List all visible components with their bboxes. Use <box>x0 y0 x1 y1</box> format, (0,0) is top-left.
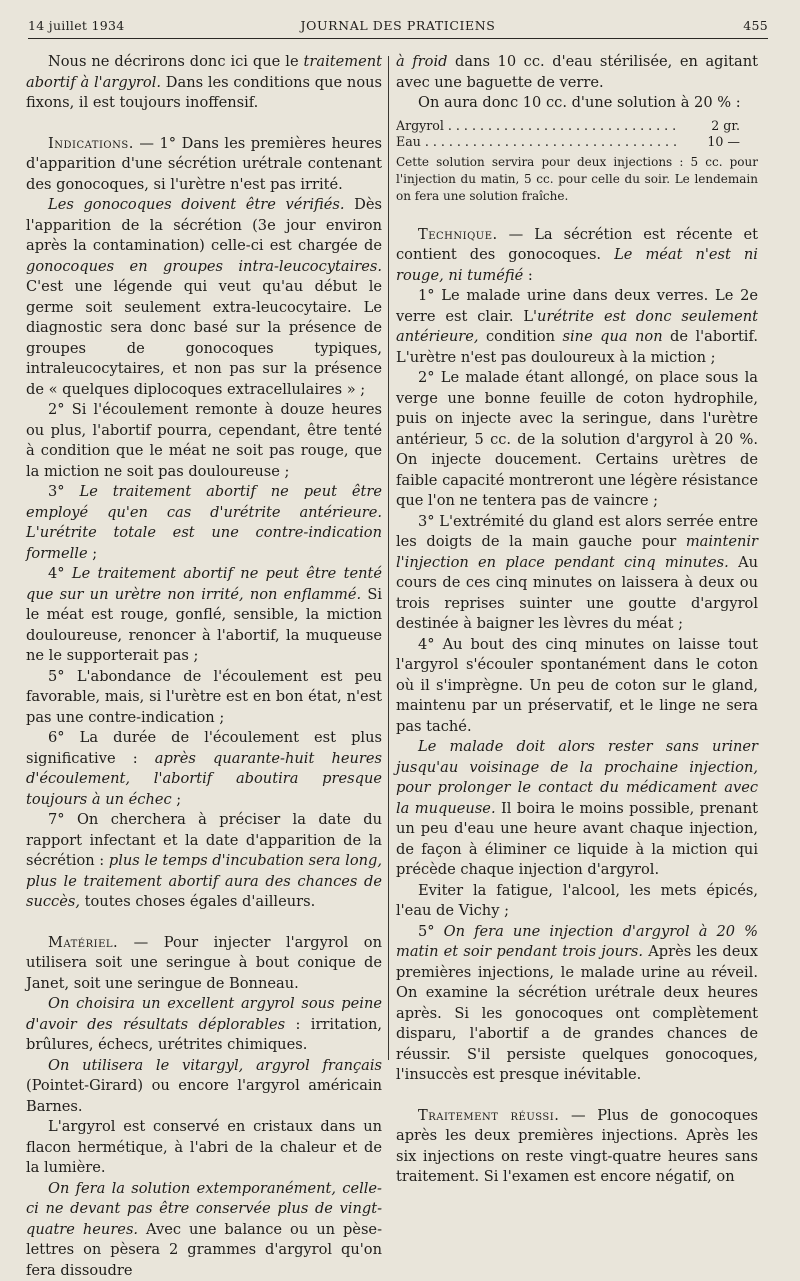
header-journal-title: JOURNAL DES PRATICIENS <box>28 18 768 33</box>
materiel-argyrol-choice: On choisira un excellent argyrol sous peine d'avoir des résultats déplorables : irritation, brûlures, échecs, urétrites chimiques. <box>26 994 382 1056</box>
right-column <box>396 52 758 1188</box>
solution-summary: On aura donc 10 cc. d'une solution à 20 % : <box>396 93 758 114</box>
intro-paragraph: Nous ne décrirons donc ici que le traitement abortif à l'argyrol. Dans les conditions que nous fixons, il est toujours inoffensif. <box>26 52 382 114</box>
indications-heading: Indications. <box>48 135 134 152</box>
materiel-paragraph: Matériel. — Pour injecter l'argyrol on utilisera soit une seringue à bout conique de Janet, soit une seringue de Bonneau. <box>26 933 382 995</box>
header-date: 14 juillet 1934 <box>28 18 125 33</box>
column-divider <box>388 56 389 1060</box>
materiel-vitargyl: On utilisera le vitargyl, argyrol français (Pointet-Girard) ou encore l'argyrol américain Barnes. <box>26 1056 382 1118</box>
header-rule <box>28 38 768 39</box>
left-column <box>26 52 382 1281</box>
indication-5: 5° L'abondance de l'écoulement est peu favorable, mais, si l'urètre est en bon état, n'est pas une contre-indication ; <box>26 667 382 729</box>
technique-retention: Le malade doit alors rester sans uriner jusqu'au voisinage de la prochaine injection, pour prolonger le contact du médicament avec la muqueuse. Il boira le moins possible, prenant un peu d'eau une heure avant chaque injection, de façon à éliminer ce liquide à la miction qui précède chaque injection d'argyrol. <box>396 737 758 881</box>
formula-block <box>396 118 758 150</box>
indication-2: 2° Si l'écoulement remonte à douze heures ou plus, l'abortif pourra, cependant, être tenté à condition que le méat ne soit pas rouge, que la miction ne soit pas douloureuse ; <box>26 400 382 482</box>
technique-avoid: Eviter la fatigue, l'alcool, les mets épicés, l'eau de Vichy ; <box>396 881 758 922</box>
formula-note: Cette solution servira pour deux injections : 5 cc. pour l'injection du matin, 5 cc. pour celle du soir. Le lendemain on fera une solution fraîche. <box>396 154 758 205</box>
indication-7: 7° On cherchera à préciser la date du rapport infectant et la date d'apparition de la sécrétion : plus le temps d'incubation sera long, plus le traitement abortif aura des chances de succès, toutes choses égales d'ailleurs. <box>26 810 382 913</box>
materiel-storage: L'argyrol est conservé en cristaux dans un flacon hermétique, à l'abri de la chaleur et de la lumière. <box>26 1117 382 1179</box>
success-heading: Traitement réussi. <box>418 1107 559 1124</box>
formula-row: Argyrol . . . . . . . . . . . . . . . . . . . . . . . . . . . . . 2 gr. <box>396 118 758 134</box>
technique-paragraph: Technique. — La sécrétion est récente et contient des gonocoques. Le méat n'est ni rouge, ni tuméfié : <box>396 225 758 287</box>
indication-6: 6° La durée de l'écoulement est plus significative : après quarante-huit heures d'écoulement, l'abortif aboutira presque toujours à un échec ; <box>26 728 382 810</box>
materiel-heading: Matériel. <box>48 934 118 951</box>
indication-4: 4° Le traitement abortif ne peut être tenté que sur un urètre non irrité, non enflammé. Si le méat est rouge, gonflé, sensible, la miction douloureuse, renoncer à l'abortif, la muqueuse ne le supporterait pas ; <box>26 564 382 667</box>
running-header <box>28 16 768 38</box>
technique-step-5: 5° On fera une injection d'argyrol à 20 % matin et soir pendant trois jours. Après les deux premières injections, le malade urine au réveil. On examine la sécrétion urétrale deux heures après. Si les gonocoques ont complètement disparu, l'abortif a de grandes chances de réussir. S'il persiste quelques gonocoques, l'insuccès est presque inévitable. <box>396 922 758 1086</box>
header-page-number: 455 <box>743 18 768 33</box>
formula-row: Eau . . . . . . . . . . . . . . . . . . . . . . . . . . . . . . . . 10 — <box>396 134 758 150</box>
indication-3: 3° Le traitement abortif ne peut être employé qu'en cas d'urétrite antérieure. L'urétrite totale est une contre-indication formelle ; <box>26 482 382 564</box>
solution-continuation: à froid dans 10 cc. d'eau stérilisée, en agitant avec une baguette de verre. <box>396 52 758 93</box>
success-paragraph: Traitement réussi. — Plus de gonocoques après les deux premières injections. Après les six injections on reste vingt-quatre heures sans traitement. Si l'examen est encore négatif, on <box>396 1106 758 1188</box>
materiel-solution: On fera la solution extemporanément, celle-ci ne devant pas être conservée plus de vingt-quatre heures. Avec une balance ou un pèse-lettres on pèsera 2 grammes d'argyrol qu'on fera dissoudre <box>26 1179 382 1281</box>
technique-step-4: 4° Au bout des cinq minutes on laisse tout l'argyrol s'écouler spontanément dans le coton où il s'imprègne. Un peu de coton sur le gland, maintenu par un préservatif, et le linge ne sera pas taché. <box>396 635 758 738</box>
technique-heading: Technique. <box>418 226 498 243</box>
indications-detail-paragraph: Les gonocoques doivent être vérifiés. Dès l'apparition de la sécrétion (3e jour environ après la contamination) celle-ci est chargée de gonocoques en groupes intra-leucocytaires. C'est une légende qui veut qu'au début le germe soit seulement extra-leucocytaire. Le diagnostic sera donc basé sur la présence de groupes de gonocoques typiques, intraleucocytaires, et non pas sur la présence de « quelques diplocoques extracellulaires » ; <box>26 195 382 400</box>
technique-step-1: 1° Le malade urine dans deux verres. Le 2e verre est clair. L'urétrite est donc seulement antérieure, condition sine qua non de l'abortif. L'urètre n'est pas douloureux à la miction ; <box>396 286 758 368</box>
indications-paragraph: Indications. — 1° Dans les premières heures d'apparition d'une sécrétion urétrale contenant des gonocoques, si l'urètre n'est pas irrité. <box>26 134 382 196</box>
technique-step-2: 2° Le malade étant allongé, on place sous la verge une bonne feuille de coton hydrophile, puis on injecte avec la seringue, dans l'urètre antérieur, 5 cc. de la solution d'argyrol à 20 %. On injecte doucement. Certains urètres de faible capacité montreront une légère résistance que l'on ne tentera pas de vaincre ; <box>396 368 758 512</box>
technique-step-3: 3° L'extrémité du gland est alors serrée entre les doigts de la main gauche pour maintenir l'injection en place pendant cinq minutes. Au cours de ces cinq minutes on laissera à deux ou trois reprises suinter une goutte d'argyrol destinée à baigner les lèvres du méat ; <box>396 512 758 635</box>
